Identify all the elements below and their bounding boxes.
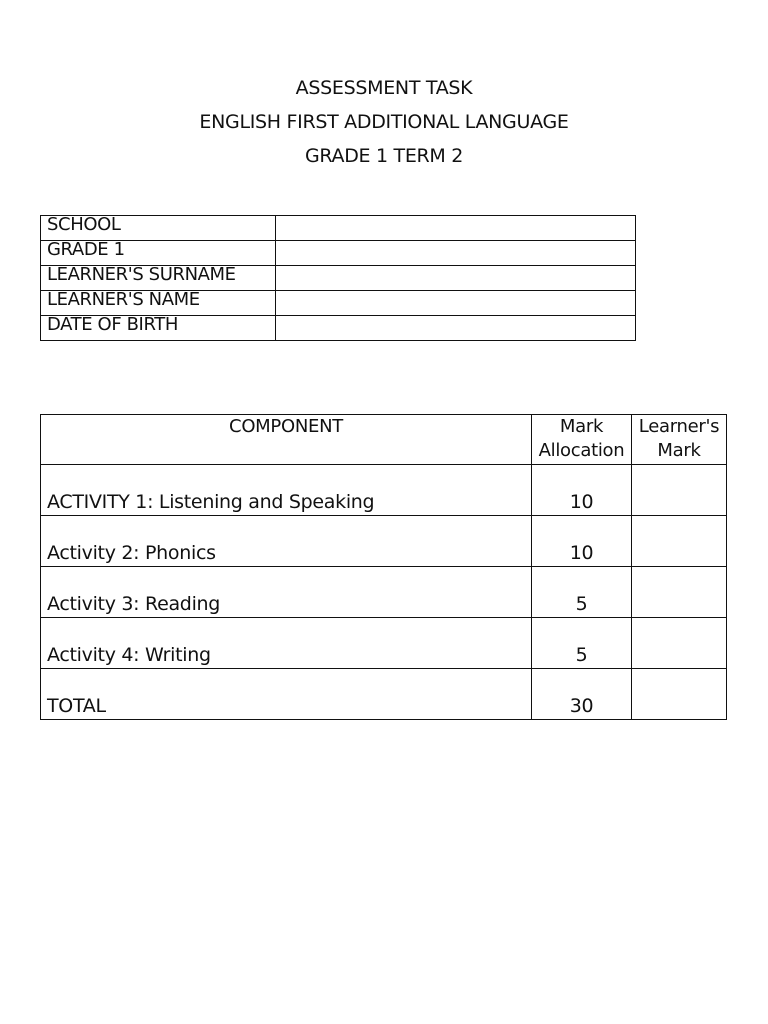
title-subject: ENGLISH FIRST ADDITIONAL LANGUAGE xyxy=(199,111,569,133)
info-label: SCHOOL xyxy=(41,216,276,241)
mark-allocation: 5 xyxy=(532,618,632,669)
header-component: COMPONENT xyxy=(41,415,532,465)
info-row-dob xyxy=(41,316,636,341)
info-value-field[interactable] xyxy=(276,216,636,241)
component-name: Activity 4: Writing xyxy=(41,618,532,669)
header-learner-line2: Mark xyxy=(657,440,701,461)
header-allocation-line2: Allocation xyxy=(538,440,625,461)
table-row xyxy=(41,567,727,618)
component-marks-table xyxy=(40,414,727,720)
component-name: Activity 2: Phonics xyxy=(41,516,532,567)
info-label: DATE OF BIRTH xyxy=(41,316,276,341)
mark-allocation: 5 xyxy=(532,567,632,618)
marks-header-row xyxy=(41,415,727,465)
table-row-total xyxy=(41,669,727,720)
table-row xyxy=(41,465,727,516)
info-row-surname xyxy=(41,266,636,291)
info-row-school xyxy=(41,216,636,241)
info-value-field[interactable] xyxy=(276,316,636,341)
learner-mark-field[interactable] xyxy=(632,618,727,669)
mark-allocation: 30 xyxy=(532,669,632,720)
info-value-field[interactable] xyxy=(276,241,636,266)
title-grade-term: GRADE 1 TERM 2 xyxy=(304,145,464,167)
component-name: Activity 3: Reading xyxy=(41,567,532,618)
learner-mark-field[interactable] xyxy=(632,567,727,618)
info-label: GRADE 1 xyxy=(41,241,276,266)
learner-mark-field[interactable] xyxy=(632,465,727,516)
header-learner-line1: Learner's xyxy=(638,416,720,437)
mark-allocation: 10 xyxy=(532,516,632,567)
info-row-name xyxy=(41,291,636,316)
title-assessment-task: ASSESSMENT TASK xyxy=(295,77,473,99)
header-mark-allocation xyxy=(532,415,632,465)
info-value-field[interactable] xyxy=(276,266,636,291)
learner-mark-field[interactable] xyxy=(632,669,727,720)
info-label: LEARNER'S NAME xyxy=(41,291,276,316)
info-row-grade xyxy=(41,241,636,266)
learner-mark-field[interactable] xyxy=(632,516,727,567)
info-label: LEARNER'S SURNAME xyxy=(41,266,276,291)
mark-allocation: 10 xyxy=(532,465,632,516)
component-name: ACTIVITY 1: Listening and Speaking xyxy=(41,465,532,516)
info-value-field[interactable] xyxy=(276,291,636,316)
component-name: TOTAL xyxy=(41,669,532,720)
learner-info-table xyxy=(40,215,636,341)
table-row xyxy=(41,516,727,567)
header-allocation-line1: Mark xyxy=(559,416,604,437)
table-row xyxy=(41,618,727,669)
header-learners-mark xyxy=(632,415,727,465)
